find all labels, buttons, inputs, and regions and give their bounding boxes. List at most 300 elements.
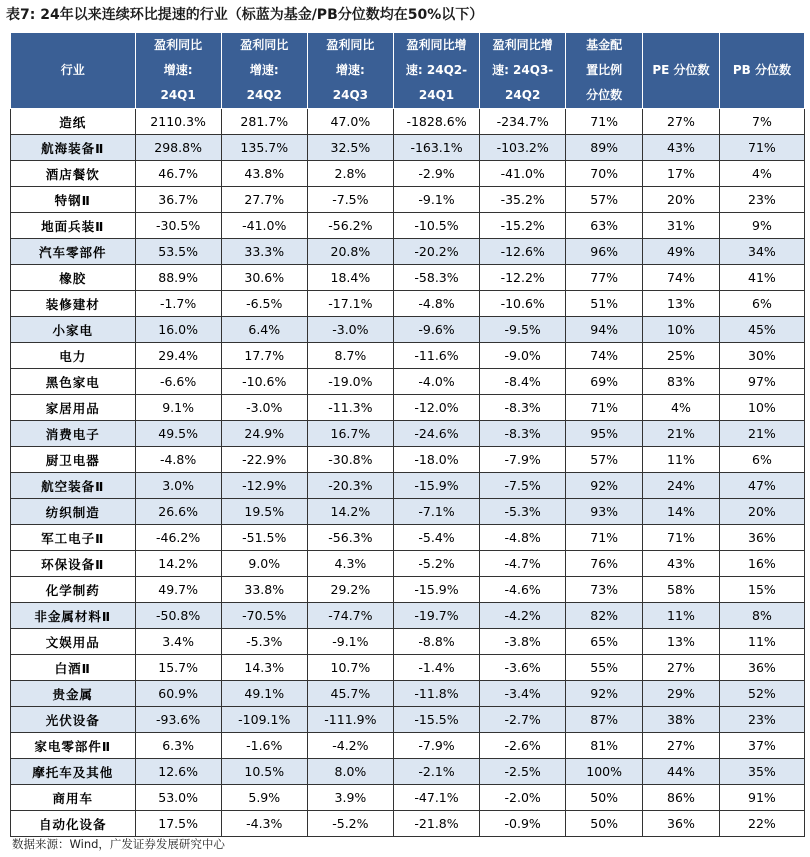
value-cell: -3.0% (307, 317, 393, 343)
value-cell: 46.7% (135, 161, 221, 187)
value-cell: 89% (566, 135, 643, 161)
value-cell: -163.1% (393, 135, 479, 161)
table-row (11, 317, 805, 343)
table-row (11, 733, 805, 759)
column-header (135, 33, 221, 109)
value-cell: 50% (566, 785, 643, 811)
value-cell: 20% (643, 187, 720, 213)
value-cell: 11% (643, 603, 720, 629)
value-cell: 45% (719, 317, 804, 343)
value-cell: 49% (643, 239, 720, 265)
value-cell: 31% (643, 213, 720, 239)
column-header-line: 盈利同比 (326, 38, 375, 52)
column-header (221, 33, 307, 109)
value-cell: 74% (566, 343, 643, 369)
value-cell: -7.1% (393, 499, 479, 525)
industry-name-cell: 航海装备Ⅱ (11, 135, 136, 161)
value-cell: 43% (643, 135, 720, 161)
value-cell: -12.2% (480, 265, 566, 291)
value-cell: -111.9% (307, 707, 393, 733)
value-cell: 47.0% (307, 109, 393, 135)
table-row (11, 265, 805, 291)
value-cell: 53.5% (135, 239, 221, 265)
value-cell: -109.1% (221, 707, 307, 733)
value-cell: 7% (719, 109, 804, 135)
value-cell: -9.1% (393, 187, 479, 213)
value-cell: 16% (719, 551, 804, 577)
value-cell: -2.1% (393, 759, 479, 785)
header-row (11, 33, 805, 109)
value-cell: -70.5% (221, 603, 307, 629)
value-cell: 71% (643, 525, 720, 551)
value-cell: 13% (643, 629, 720, 655)
value-cell: 88.9% (135, 265, 221, 291)
value-cell: -8.8% (393, 629, 479, 655)
value-cell: 44% (643, 759, 720, 785)
value-cell: 97% (719, 369, 804, 395)
column-header-line: 24Q2 (505, 88, 541, 102)
value-cell: -8.3% (480, 395, 566, 421)
value-cell: 15.7% (135, 655, 221, 681)
value-cell: -74.7% (307, 603, 393, 629)
value-cell: 18.4% (307, 265, 393, 291)
value-cell: -20.2% (393, 239, 479, 265)
value-cell: -10.6% (480, 291, 566, 317)
industry-name-cell: 汽车零部件 (11, 239, 136, 265)
value-cell: -12.9% (221, 473, 307, 499)
table-row (11, 187, 805, 213)
value-cell: -30.8% (307, 447, 393, 473)
column-header-line: 24Q3 (332, 88, 369, 102)
industry-name-cell: 厨卫电器 (11, 447, 136, 473)
value-cell: 36% (643, 811, 720, 837)
table-row (11, 395, 805, 421)
value-cell: -3.6% (480, 655, 566, 681)
value-cell: 3.4% (135, 629, 221, 655)
value-cell: 71% (566, 525, 643, 551)
value-cell: 83% (643, 369, 720, 395)
value-cell: -1.6% (221, 733, 307, 759)
value-cell: 30.6% (221, 265, 307, 291)
value-cell: 14.2% (307, 499, 393, 525)
value-cell: -22.9% (221, 447, 307, 473)
value-cell: 43% (643, 551, 720, 577)
value-cell: -7.9% (480, 447, 566, 473)
column-header-line: 增速: (163, 63, 193, 77)
column-header-line: 增速: (335, 63, 365, 77)
value-cell: 36% (719, 655, 804, 681)
value-cell: -8.3% (480, 421, 566, 447)
value-cell: -15.2% (480, 213, 566, 239)
industry-table (10, 32, 805, 837)
value-cell: 63% (566, 213, 643, 239)
value-cell: -24.6% (393, 421, 479, 447)
value-cell: 45.7% (307, 681, 393, 707)
industry-name-cell: 光伏设备 (11, 707, 136, 733)
column-header-line: 速: 24Q2- (405, 63, 468, 77)
value-cell: -4.0% (393, 369, 479, 395)
value-cell: 9.0% (221, 551, 307, 577)
value-cell: 10% (643, 317, 720, 343)
value-cell: -10.6% (221, 369, 307, 395)
value-cell: 6% (719, 447, 804, 473)
value-cell: -2.6% (480, 733, 566, 759)
value-cell: -93.6% (135, 707, 221, 733)
value-cell: 69% (566, 369, 643, 395)
table-row (11, 759, 805, 785)
value-cell: 12.6% (135, 759, 221, 785)
value-cell: -12.6% (480, 239, 566, 265)
value-cell: 11% (719, 629, 804, 655)
value-cell: -6.5% (221, 291, 307, 317)
value-cell: 47% (719, 473, 804, 499)
industry-name-cell: 家电零部件Ⅱ (11, 733, 136, 759)
industry-name-cell: 文娱用品 (11, 629, 136, 655)
value-cell: 70% (566, 161, 643, 187)
value-cell: -5.3% (221, 629, 307, 655)
value-cell: 3.0% (135, 473, 221, 499)
value-cell: 92% (566, 473, 643, 499)
industry-name-cell: 小家电 (11, 317, 136, 343)
value-cell: -17.1% (307, 291, 393, 317)
value-cell: 29% (643, 681, 720, 707)
value-cell: 10.7% (307, 655, 393, 681)
value-cell: 3.9% (307, 785, 393, 811)
value-cell: 20% (719, 499, 804, 525)
value-cell: -9.1% (307, 629, 393, 655)
value-cell: 27% (643, 733, 720, 759)
value-cell: -21.8% (393, 811, 479, 837)
table-row (11, 785, 805, 811)
value-cell: -47.1% (393, 785, 479, 811)
column-header-line: 盈利同比 (240, 38, 289, 52)
value-cell: -12.0% (393, 395, 479, 421)
column-header-line: 24Q2 (246, 88, 282, 102)
table-row (11, 473, 805, 499)
table-row (11, 109, 805, 135)
value-cell: -234.7% (480, 109, 566, 135)
value-cell: 14.3% (221, 655, 307, 681)
industry-name-cell: 摩托车及其他 (11, 759, 136, 785)
column-header (566, 33, 643, 109)
table-row (11, 811, 805, 837)
column-header-line: PB 分位数 (732, 63, 791, 77)
value-cell: 14% (643, 499, 720, 525)
industry-name-cell: 环保设备Ⅱ (11, 551, 136, 577)
table-row (11, 629, 805, 655)
value-cell: 21% (643, 421, 720, 447)
value-cell: -50.8% (135, 603, 221, 629)
value-cell: 57% (566, 187, 643, 213)
value-cell: 71% (566, 109, 643, 135)
column-header (393, 33, 479, 109)
value-cell: 21% (719, 421, 804, 447)
table-title: 表7: 24年以来连续环比提速的行业（标蓝为基金/PB分位数均在50%以下） (6, 7, 484, 23)
value-cell: 17.7% (221, 343, 307, 369)
industry-name-cell: 纺织制造 (11, 499, 136, 525)
table-row (11, 577, 805, 603)
value-cell: 13% (643, 291, 720, 317)
value-cell: -35.2% (480, 187, 566, 213)
value-cell: -1.4% (393, 655, 479, 681)
table-row (11, 603, 805, 629)
value-cell: 95% (566, 421, 643, 447)
value-cell: 93% (566, 499, 643, 525)
value-cell: 73% (566, 577, 643, 603)
column-header-line: 速: 24Q3- (492, 63, 554, 77)
table-row (11, 343, 805, 369)
value-cell: 92% (566, 681, 643, 707)
table-row (11, 499, 805, 525)
value-cell: 2.8% (307, 161, 393, 187)
value-cell: 65% (566, 629, 643, 655)
column-header-line: 24Q1 (160, 88, 196, 102)
value-cell: 6.4% (221, 317, 307, 343)
value-cell: -2.0% (480, 785, 566, 811)
value-cell: -1828.6% (393, 109, 479, 135)
value-cell: -41.0% (480, 161, 566, 187)
value-cell: 298.8% (135, 135, 221, 161)
value-cell: 15% (719, 577, 804, 603)
industry-name-cell: 化学制药 (11, 577, 136, 603)
value-cell: 6.3% (135, 733, 221, 759)
industry-name-cell: 特钢Ⅱ (11, 187, 136, 213)
column-header-line: 行业 (60, 63, 85, 77)
value-cell: 38% (643, 707, 720, 733)
value-cell: 53.0% (135, 785, 221, 811)
column-header (307, 33, 393, 109)
value-cell: 41% (719, 265, 804, 291)
value-cell: 14.2% (135, 551, 221, 577)
value-cell: -5.4% (393, 525, 479, 551)
value-cell: -6.6% (135, 369, 221, 395)
column-header-line: 盈利同比 (154, 38, 203, 52)
value-cell: -19.7% (393, 603, 479, 629)
value-cell: 19.5% (221, 499, 307, 525)
value-cell: 81% (566, 733, 643, 759)
value-cell: -15.9% (393, 577, 479, 603)
column-header-line: PE 分位数 (652, 63, 710, 77)
table-row (11, 525, 805, 551)
value-cell: 29.4% (135, 343, 221, 369)
value-cell: -3.0% (221, 395, 307, 421)
value-cell: 49.1% (221, 681, 307, 707)
value-cell: 8.7% (307, 343, 393, 369)
value-cell: 17.5% (135, 811, 221, 837)
value-cell: 51% (566, 291, 643, 317)
table-row (11, 681, 805, 707)
value-cell: 32.5% (307, 135, 393, 161)
value-cell: -7.5% (480, 473, 566, 499)
value-cell: 5.9% (221, 785, 307, 811)
value-cell: 2110.3% (135, 109, 221, 135)
value-cell: 60.9% (135, 681, 221, 707)
value-cell: -4.8% (480, 525, 566, 551)
table-row (11, 369, 805, 395)
value-cell: 27.7% (221, 187, 307, 213)
value-cell: -4.7% (480, 551, 566, 577)
column-header-line: 基金配 (586, 38, 623, 52)
value-cell: 34% (719, 239, 804, 265)
value-cell: -41.0% (221, 213, 307, 239)
value-cell: -5.3% (480, 499, 566, 525)
value-cell: 281.7% (221, 109, 307, 135)
value-cell: -7.5% (307, 187, 393, 213)
value-cell: 100% (566, 759, 643, 785)
value-cell: 87% (566, 707, 643, 733)
value-cell: 30% (719, 343, 804, 369)
value-cell: -15.9% (393, 473, 479, 499)
industry-name-cell: 贵金属 (11, 681, 136, 707)
column-header-line: 分位数 (586, 88, 623, 102)
column-header-line: 置比例 (586, 63, 623, 77)
column-header (643, 33, 720, 109)
industry-name-cell: 橡胶 (11, 265, 136, 291)
value-cell: 37% (719, 733, 804, 759)
value-cell: -11.6% (393, 343, 479, 369)
value-cell: -7.9% (393, 733, 479, 759)
value-cell: 36.7% (135, 187, 221, 213)
value-cell: 35% (719, 759, 804, 785)
value-cell: -4.8% (135, 447, 221, 473)
value-cell: -8.4% (480, 369, 566, 395)
industry-name-cell: 黑色家电 (11, 369, 136, 395)
industry-name-cell: 地面兵装Ⅱ (11, 213, 136, 239)
value-cell: 135.7% (221, 135, 307, 161)
value-cell: -19.0% (307, 369, 393, 395)
value-cell: -46.2% (135, 525, 221, 551)
industry-name-cell: 造纸 (11, 109, 136, 135)
value-cell: -4.8% (393, 291, 479, 317)
industry-name-cell: 酒店餐饮 (11, 161, 136, 187)
value-cell: 71% (566, 395, 643, 421)
value-cell: 33.3% (221, 239, 307, 265)
value-cell: 10.5% (221, 759, 307, 785)
industry-name-cell: 航空装备Ⅱ (11, 473, 136, 499)
value-cell: 8% (719, 603, 804, 629)
value-cell: 11% (643, 447, 720, 473)
value-cell: -9.5% (480, 317, 566, 343)
value-cell: 94% (566, 317, 643, 343)
value-cell: -0.9% (480, 811, 566, 837)
value-cell: -9.0% (480, 343, 566, 369)
value-cell: -3.8% (480, 629, 566, 655)
value-cell: -9.6% (393, 317, 479, 343)
industry-name-cell: 军工电子Ⅱ (11, 525, 136, 551)
value-cell: 17% (643, 161, 720, 187)
value-cell: -103.2% (480, 135, 566, 161)
value-cell: 50% (566, 811, 643, 837)
industry-name-cell: 家居用品 (11, 395, 136, 421)
value-cell: -4.3% (221, 811, 307, 837)
table-row (11, 707, 805, 733)
value-cell: 22% (719, 811, 804, 837)
value-cell: 52% (719, 681, 804, 707)
value-cell: -2.5% (480, 759, 566, 785)
value-cell: -3.4% (480, 681, 566, 707)
value-cell: 76% (566, 551, 643, 577)
value-cell: 23% (719, 707, 804, 733)
value-cell: -10.5% (393, 213, 479, 239)
table-row (11, 551, 805, 577)
column-header (11, 33, 136, 109)
value-cell: -4.6% (480, 577, 566, 603)
value-cell: 9.1% (135, 395, 221, 421)
value-cell: 33.8% (221, 577, 307, 603)
value-cell: -4.2% (307, 733, 393, 759)
value-cell: -58.3% (393, 265, 479, 291)
table-row (11, 655, 805, 681)
value-cell: 9% (719, 213, 804, 239)
value-cell: 77% (566, 265, 643, 291)
value-cell: 4% (719, 161, 804, 187)
column-header (719, 33, 804, 109)
table-body (11, 109, 805, 837)
source-note: 数据来源：Wind，广发证券发展研究中心 (12, 837, 225, 851)
value-cell: 49.7% (135, 577, 221, 603)
industry-name-cell: 非金属材料Ⅱ (11, 603, 136, 629)
value-cell: -1.7% (135, 291, 221, 317)
value-cell: -18.0% (393, 447, 479, 473)
value-cell: 86% (643, 785, 720, 811)
value-cell: -11.3% (307, 395, 393, 421)
column-header-line: 增速: (249, 63, 279, 77)
value-cell: -5.2% (307, 811, 393, 837)
table-header (11, 33, 805, 109)
value-cell: 74% (643, 265, 720, 291)
value-cell: 16.7% (307, 421, 393, 447)
value-cell: 10% (719, 395, 804, 421)
column-header-line: 盈利同比增 (492, 38, 553, 52)
industry-name-cell: 装修建材 (11, 291, 136, 317)
value-cell: 55% (566, 655, 643, 681)
value-cell: 6% (719, 291, 804, 317)
column-header-line: 盈利同比增 (406, 38, 467, 52)
industry-name-cell: 商用车 (11, 785, 136, 811)
value-cell: -56.3% (307, 525, 393, 551)
industry-name-cell: 自动化设备 (11, 811, 136, 837)
value-cell: -56.2% (307, 213, 393, 239)
value-cell: 36% (719, 525, 804, 551)
value-cell: -11.8% (393, 681, 479, 707)
value-cell: 4% (643, 395, 720, 421)
value-cell: 49.5% (135, 421, 221, 447)
table-row (11, 213, 805, 239)
value-cell: 24% (643, 473, 720, 499)
value-cell: 26.6% (135, 499, 221, 525)
value-cell: 43.8% (221, 161, 307, 187)
value-cell: 20.8% (307, 239, 393, 265)
table-row (11, 291, 805, 317)
column-header-line: 24Q1 (418, 88, 455, 102)
value-cell: -5.2% (393, 551, 479, 577)
value-cell: -20.3% (307, 473, 393, 499)
value-cell: 27% (643, 109, 720, 135)
value-cell: -30.5% (135, 213, 221, 239)
table-row (11, 447, 805, 473)
value-cell: -2.9% (393, 161, 479, 187)
table-row (11, 135, 805, 161)
value-cell: 96% (566, 239, 643, 265)
value-cell: 24.9% (221, 421, 307, 447)
value-cell: 91% (719, 785, 804, 811)
value-cell: 57% (566, 447, 643, 473)
value-cell: 27% (643, 655, 720, 681)
industry-name-cell: 白酒Ⅱ (11, 655, 136, 681)
value-cell: -15.5% (393, 707, 479, 733)
value-cell: 82% (566, 603, 643, 629)
value-cell: 16.0% (135, 317, 221, 343)
